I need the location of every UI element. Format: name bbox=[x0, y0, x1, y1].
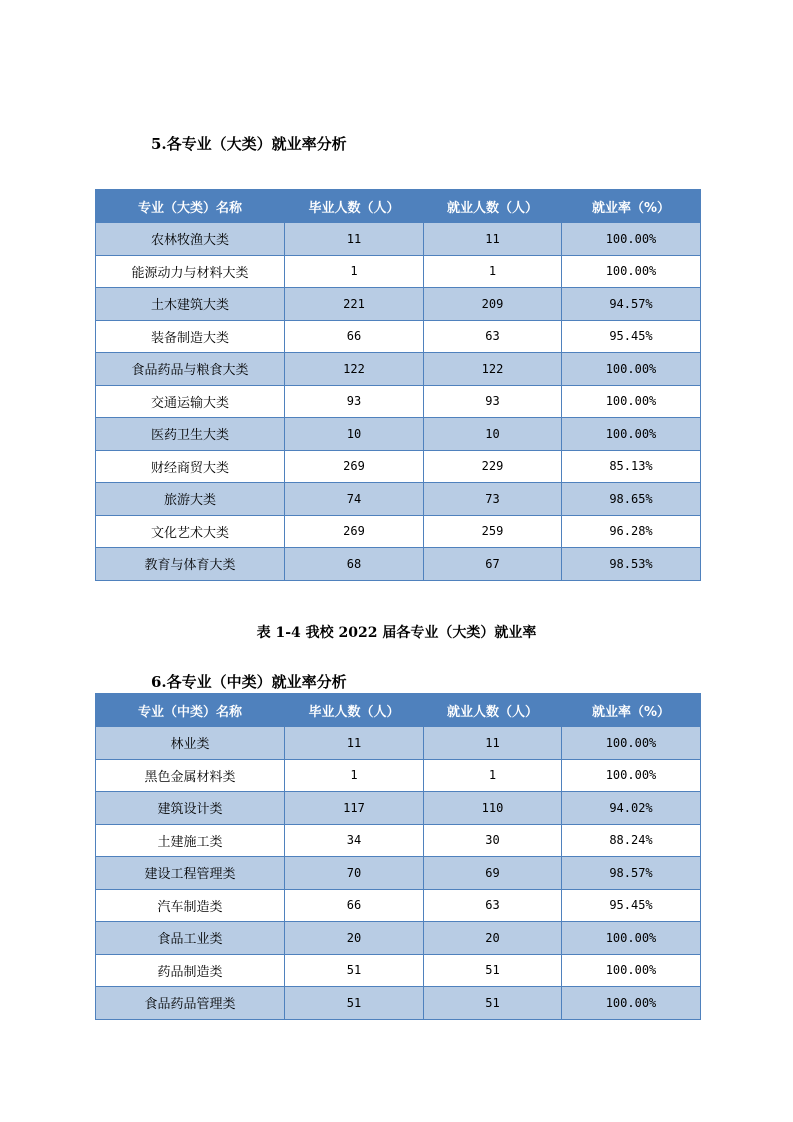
major-name-cell: 文化艺术大类 bbox=[96, 515, 285, 548]
table-row bbox=[96, 824, 701, 857]
major-name-cell: 林业类 bbox=[96, 727, 285, 760]
table-caption: 表 1-4 我校 2022 届各专业（大类）就业率 bbox=[256, 625, 537, 641]
table-row bbox=[96, 483, 701, 516]
graduates-cell: 51 bbox=[285, 954, 424, 987]
table-row bbox=[96, 450, 701, 483]
employed-cell: 51 bbox=[424, 954, 562, 987]
employment-rate-cell: 96.28% bbox=[562, 515, 701, 548]
table-header-row bbox=[96, 190, 701, 223]
section5-heading: 5.各专业（大类）就业率分析 bbox=[151, 135, 347, 153]
major-name-cell: 食品药品管理类 bbox=[96, 987, 285, 1020]
employment-rate-cell: 100.00% bbox=[562, 353, 701, 386]
graduates-cell: 11 bbox=[285, 727, 424, 760]
graduates-cell: 93 bbox=[285, 385, 424, 418]
major-name-cell: 药品制造类 bbox=[96, 954, 285, 987]
table-row bbox=[96, 792, 701, 825]
employment-rate-cell: 100.00% bbox=[562, 759, 701, 792]
table-row bbox=[96, 353, 701, 386]
major-name-cell: 能源动力与材料大类 bbox=[96, 255, 285, 288]
column-header-rate: 就业率（%） bbox=[562, 190, 701, 223]
employed-cell: 209 bbox=[424, 288, 562, 321]
table-header-row bbox=[96, 694, 701, 727]
employed-cell: 63 bbox=[424, 320, 562, 353]
major-name-cell: 黑色金属材料类 bbox=[96, 759, 285, 792]
employed-cell: 11 bbox=[424, 727, 562, 760]
major-name-cell: 汽车制造类 bbox=[96, 889, 285, 922]
major-name-cell: 医药卫生大类 bbox=[96, 418, 285, 451]
employment-rate-cell: 88.24% bbox=[562, 824, 701, 857]
table-row bbox=[96, 288, 701, 321]
table-row bbox=[96, 922, 701, 955]
major-name-cell: 土建施工类 bbox=[96, 824, 285, 857]
graduates-cell: 66 bbox=[285, 889, 424, 922]
table-body bbox=[96, 223, 701, 581]
graduates-cell: 34 bbox=[285, 824, 424, 857]
column-header-rate: 就业率（%） bbox=[562, 694, 701, 727]
table-row bbox=[96, 385, 701, 418]
employed-cell: 259 bbox=[424, 515, 562, 548]
table-row bbox=[96, 857, 701, 890]
graduates-cell: 269 bbox=[285, 515, 424, 548]
employment-rate-cell: 98.65% bbox=[562, 483, 701, 516]
employed-cell: 110 bbox=[424, 792, 562, 825]
major-name-cell: 土木建筑大类 bbox=[96, 288, 285, 321]
table-row bbox=[96, 223, 701, 256]
graduates-cell: 66 bbox=[285, 320, 424, 353]
graduates-cell: 10 bbox=[285, 418, 424, 451]
employed-cell: 11 bbox=[424, 223, 562, 256]
employed-cell: 69 bbox=[424, 857, 562, 890]
graduates-cell: 11 bbox=[285, 223, 424, 256]
employment-rate-cell: 100.00% bbox=[562, 727, 701, 760]
table-row bbox=[96, 889, 701, 922]
employed-cell: 1 bbox=[424, 759, 562, 792]
graduates-cell: 1 bbox=[285, 255, 424, 288]
employment-rate-cell: 94.02% bbox=[562, 792, 701, 825]
table-row bbox=[96, 954, 701, 987]
column-header-major-name: 专业（中类）名称 bbox=[96, 694, 285, 727]
employed-cell: 229 bbox=[424, 450, 562, 483]
table-row bbox=[96, 987, 701, 1020]
table-row bbox=[96, 759, 701, 792]
employed-cell: 63 bbox=[424, 889, 562, 922]
major-name-cell: 建筑设计类 bbox=[96, 792, 285, 825]
employment-rate-cell: 100.00% bbox=[562, 223, 701, 256]
major-name-cell: 交通运输大类 bbox=[96, 385, 285, 418]
table-row bbox=[96, 320, 701, 353]
major-name-cell: 装备制造大类 bbox=[96, 320, 285, 353]
employment-rate-cell: 100.00% bbox=[562, 987, 701, 1020]
table-body bbox=[96, 727, 701, 1020]
employed-cell: 20 bbox=[424, 922, 562, 955]
major-subcategory-employment-table bbox=[95, 693, 701, 1020]
employed-cell: 73 bbox=[424, 483, 562, 516]
employed-cell: 10 bbox=[424, 418, 562, 451]
employment-rate-cell: 100.00% bbox=[562, 922, 701, 955]
employed-cell: 67 bbox=[424, 548, 562, 581]
column-header-employed: 就业人数（人） bbox=[424, 190, 562, 223]
employment-rate-cell: 98.53% bbox=[562, 548, 701, 581]
column-header-graduates: 毕业人数（人） bbox=[285, 190, 424, 223]
employment-rate-cell: 94.57% bbox=[562, 288, 701, 321]
column-header-major-name: 专业（大类）名称 bbox=[96, 190, 285, 223]
column-header-graduates: 毕业人数（人） bbox=[285, 694, 424, 727]
table-row bbox=[96, 515, 701, 548]
employment-rate-cell: 100.00% bbox=[562, 954, 701, 987]
employed-cell: 1 bbox=[424, 255, 562, 288]
employment-rate-cell: 95.45% bbox=[562, 320, 701, 353]
major-name-cell: 食品工业类 bbox=[96, 922, 285, 955]
graduates-cell: 122 bbox=[285, 353, 424, 386]
major-name-cell: 旅游大类 bbox=[96, 483, 285, 516]
major-name-cell: 农林牧渔大类 bbox=[96, 223, 285, 256]
employment-rate-cell: 85.13% bbox=[562, 450, 701, 483]
major-category-employment-table bbox=[95, 189, 701, 581]
graduates-cell: 68 bbox=[285, 548, 424, 581]
major-name-cell: 建设工程管理类 bbox=[96, 857, 285, 890]
graduates-cell: 269 bbox=[285, 450, 424, 483]
employment-rate-cell: 100.00% bbox=[562, 255, 701, 288]
employment-rate-cell: 100.00% bbox=[562, 385, 701, 418]
graduates-cell: 74 bbox=[285, 483, 424, 516]
table-row bbox=[96, 548, 701, 581]
employment-rate-cell: 100.00% bbox=[562, 418, 701, 451]
major-name-cell: 食品药品与粮食大类 bbox=[96, 353, 285, 386]
section6-heading: 6.各专业（中类）就业率分析 bbox=[151, 673, 347, 691]
employed-cell: 93 bbox=[424, 385, 562, 418]
table-row bbox=[96, 255, 701, 288]
table-row bbox=[96, 418, 701, 451]
table-row bbox=[96, 727, 701, 760]
employed-cell: 51 bbox=[424, 987, 562, 1020]
graduates-cell: 51 bbox=[285, 987, 424, 1020]
major-name-cell: 财经商贸大类 bbox=[96, 450, 285, 483]
graduates-cell: 221 bbox=[285, 288, 424, 321]
graduates-cell: 20 bbox=[285, 922, 424, 955]
graduates-cell: 70 bbox=[285, 857, 424, 890]
employment-rate-cell: 98.57% bbox=[562, 857, 701, 890]
graduates-cell: 1 bbox=[285, 759, 424, 792]
employment-rate-cell: 95.45% bbox=[562, 889, 701, 922]
graduates-cell: 117 bbox=[285, 792, 424, 825]
column-header-employed: 就业人数（人） bbox=[424, 694, 562, 727]
employed-cell: 122 bbox=[424, 353, 562, 386]
major-name-cell: 教育与体育大类 bbox=[96, 548, 285, 581]
employed-cell: 30 bbox=[424, 824, 562, 857]
